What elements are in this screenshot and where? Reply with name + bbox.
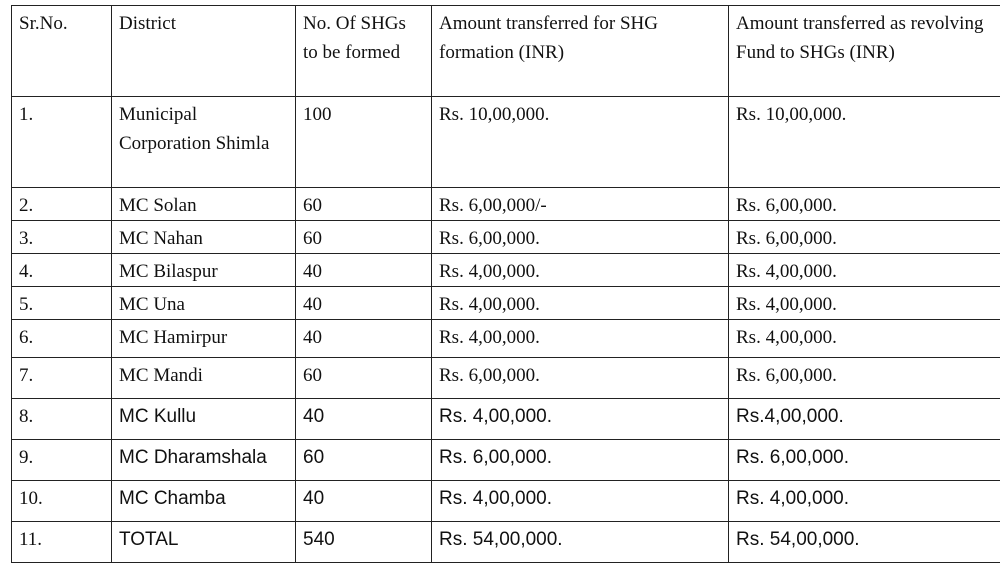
cell-shgs-count: 60 — [296, 188, 432, 221]
cell-district: MC Kullu — [112, 399, 296, 440]
table-row — [12, 358, 1000, 399]
cell-amount-formation: Rs. 4,00,000. — [432, 481, 729, 522]
table-header-row — [12, 6, 1000, 97]
table-row — [12, 399, 1000, 440]
cell-district: MC Hamirpur — [112, 320, 296, 358]
cell-sr-no: 8. — [12, 399, 112, 440]
cell-district: Municipal Corporation Shimla — [112, 97, 296, 188]
cell-sr-no: 1. — [12, 97, 112, 188]
cell-amount-formation: Rs. 6,00,000. — [432, 358, 729, 399]
cell-amount-formation: Rs. 4,00,000. — [432, 254, 729, 287]
cell-shgs-count: 60 — [296, 221, 432, 254]
cell-district: TOTAL — [112, 522, 296, 563]
cell-sr-no: 6. — [12, 320, 112, 358]
cell-amount-revolving: Rs.4,00,000. — [729, 399, 1000, 440]
cell-district: MC Nahan — [112, 221, 296, 254]
cell-district: MC Solan — [112, 188, 296, 221]
cell-amount-formation: Rs. 10,00,000. — [432, 97, 729, 188]
cell-amount-formation: Rs. 6,00,000. — [432, 221, 729, 254]
cell-amount-formation: Rs. 4,00,000. — [432, 287, 729, 320]
header-shgs-count: No. Of SHGs to be formed — [296, 6, 432, 97]
cell-amount-formation: Rs. 4,00,000. — [432, 320, 729, 358]
cell-amount-revolving: Rs. 4,00,000. — [729, 481, 1000, 522]
cell-amount-revolving: Rs. 6,00,000. — [729, 188, 1000, 221]
table-row — [12, 481, 1000, 522]
cell-district: MC Bilaspur — [112, 254, 296, 287]
cell-shgs-count: 60 — [296, 358, 432, 399]
cell-shgs-count: 40 — [296, 320, 432, 358]
cell-shgs-count: 100 — [296, 97, 432, 188]
cell-shgs-count: 60 — [296, 440, 432, 481]
cell-amount-revolving: Rs. 6,00,000. — [729, 358, 1000, 399]
cell-district: MC Dharamshala — [112, 440, 296, 481]
cell-sr-no: 9. — [12, 440, 112, 481]
shg-allocation-table — [11, 5, 1000, 563]
table-row — [12, 320, 1000, 358]
cell-sr-no: 7. — [12, 358, 112, 399]
header-district: District — [112, 6, 296, 97]
cell-sr-no: 5. — [12, 287, 112, 320]
table-row — [12, 522, 1000, 563]
header-sr-no: Sr.No. — [12, 6, 112, 97]
cell-amount-revolving: Rs. 4,00,000. — [729, 254, 1000, 287]
cell-amount-revolving: Rs. 4,00,000. — [729, 320, 1000, 358]
cell-district: MC Una — [112, 287, 296, 320]
table-row — [12, 287, 1000, 320]
cell-amount-formation: Rs. 6,00,000/- — [432, 188, 729, 221]
table-row — [12, 254, 1000, 287]
cell-sr-no: 2. — [12, 188, 112, 221]
cell-amount-formation: Rs. 6,00,000. — [432, 440, 729, 481]
cell-shgs-count: 40 — [296, 254, 432, 287]
cell-amount-formation: Rs. 4,00,000. — [432, 399, 729, 440]
cell-shgs-count: 40 — [296, 287, 432, 320]
cell-shgs-count: 540 — [296, 522, 432, 563]
cell-amount-revolving: Rs. 4,00,000. — [729, 287, 1000, 320]
table-row — [12, 97, 1000, 188]
cell-sr-no: 11. — [12, 522, 112, 563]
table-row — [12, 221, 1000, 254]
table-row — [12, 440, 1000, 481]
cell-district: MC Mandi — [112, 358, 296, 399]
cell-amount-revolving: Rs. 54,00,000. — [729, 522, 1000, 563]
cell-district: MC Chamba — [112, 481, 296, 522]
table-row — [12, 188, 1000, 221]
cell-shgs-count: 40 — [296, 399, 432, 440]
cell-sr-no: 10. — [12, 481, 112, 522]
cell-shgs-count: 40 — [296, 481, 432, 522]
cell-sr-no: 3. — [12, 221, 112, 254]
cell-amount-formation: Rs. 54,00,000. — [432, 522, 729, 563]
cell-amount-revolving: Rs. 6,00,000. — [729, 221, 1000, 254]
cell-amount-revolving: Rs. 10,00,000. — [729, 97, 1000, 188]
header-amount-formation: Amount transferred for SHG formation (INR) — [432, 6, 729, 97]
header-amount-revolving: Amount transferred as revolving Fund to SHGs (INR) — [729, 6, 1000, 97]
cell-sr-no: 4. — [12, 254, 112, 287]
cell-amount-revolving: Rs. 6,00,000. — [729, 440, 1000, 481]
